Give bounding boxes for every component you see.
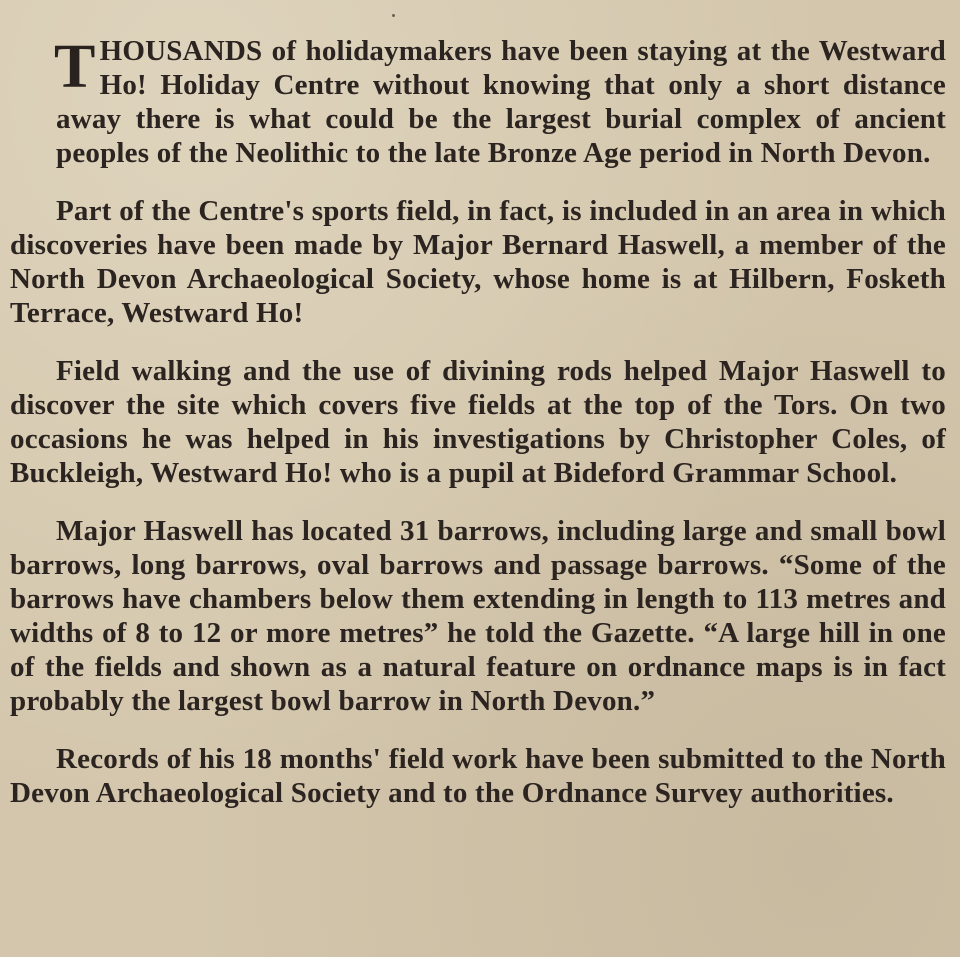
article-paragraph-3: Field walking and the use of divining rods helped Major Haswell to discover the site which covers five fields at the top of the Tors. On two occasions he was helped in his investigations by Christopher Coles, of Buckleigh, Westward Ho! who is a pupil at Bideford Grammar School. <box>10 355 946 489</box>
article-paragraph-1 <box>56 34 946 170</box>
ink-speck <box>392 14 395 17</box>
article-paragraph-4: Major Haswell has located 31 barrows, including large and small bowl barrows, long barrows, oval barrows and passage barrows. “Some of the barrows have chambers below them extending in length to 113 metres and widths of 8 to 12 or more metres” he told the Gazette. “A large hill in one of the fields and shown as a natural feature on ordnance maps is in fact probably the largest bowl barrow in North Devon.” <box>10 515 946 717</box>
drop-cap: T <box>54 33 96 101</box>
paragraph-text: HOUSANDS of holidaymakers have been staying at the Westward Ho! Holiday Centre without knowing that only a short distance away there is what could be the largest burial complex of ancient peoples of the Neolithic to the late Bronze Age period in North Devon. <box>56 35 946 169</box>
article-paragraph-5: Records of his 18 months' field work have been submitted to the North Devon Archaeological Society and to the Ordnance Survey authorities. <box>10 743 946 809</box>
article-paragraph-2: Part of the Centre's sports field, in fact, is included in an area in which discoveries have been made by Major Bernard Haswell, a member of the North Devon Archaeological Society, whose home is at Hilbern, Fosketh Terrace, Westward Ho! <box>10 195 946 329</box>
